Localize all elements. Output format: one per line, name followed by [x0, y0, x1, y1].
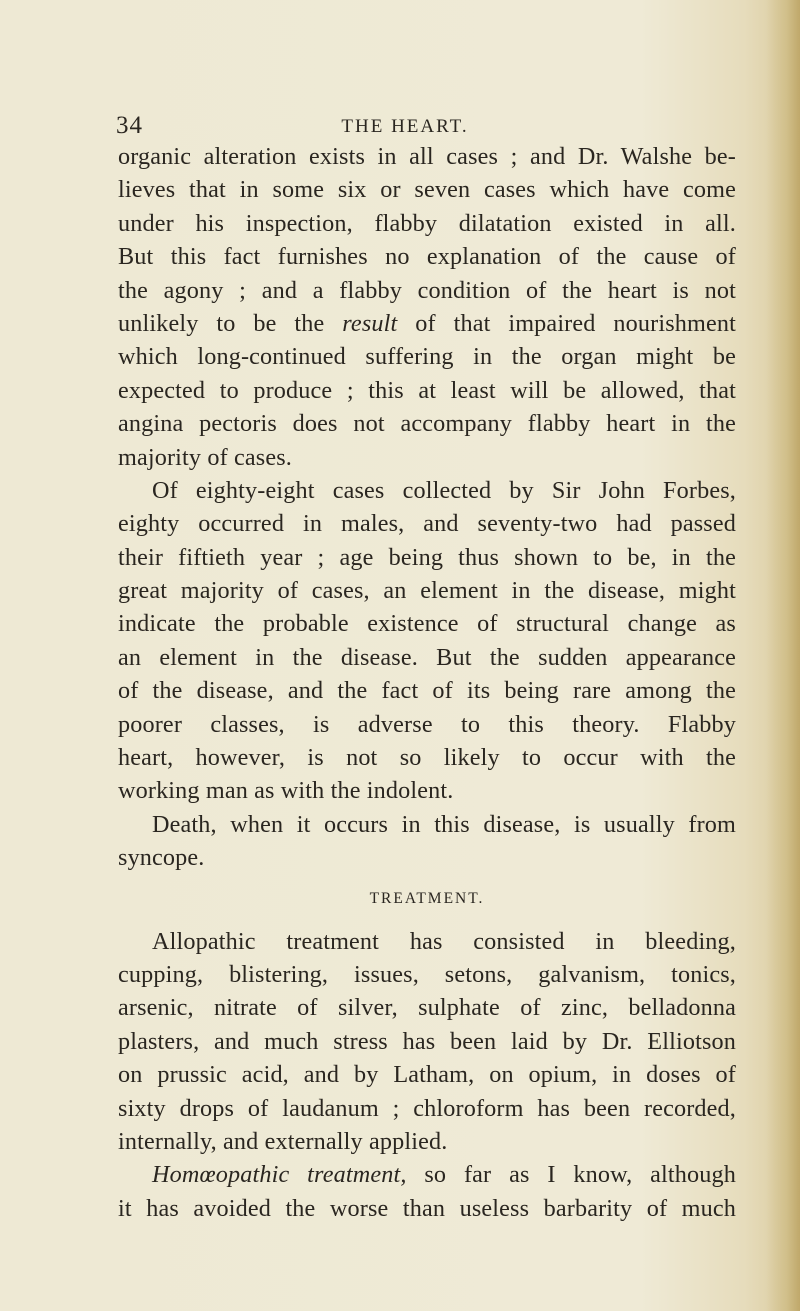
text-segment: unlikely to be the	[118, 309, 343, 337]
emphasis-result: result	[342, 309, 398, 337]
text-line: an element in the disease. But the sudden appearance	[118, 643, 736, 671]
page-header	[0, 112, 800, 142]
paragraph-3	[118, 808, 736, 875]
text-line: organic alteration exists in all cases ; and Dr. Walshe be-	[118, 143, 736, 170]
text-line: on prussic acid, and by Latham, on opium, in doses of	[118, 1061, 736, 1089]
text-line: Death, when it occurs in this disease, is usually from	[152, 810, 736, 838]
text-line: the agony ; and a flabby condition of the heart is not	[118, 276, 736, 304]
text-line: working man as with the indolent.	[118, 777, 454, 805]
text-line	[118, 307, 736, 340]
text-line: Of eighty-eight cases collected by Sir John Forbes,	[152, 476, 736, 504]
text-line: their fiftieth year ; age being thus shown to be, in the	[118, 543, 736, 571]
text-line	[118, 1158, 736, 1191]
emphasis-homoeopathic: Homœopathic treatment,	[152, 1161, 407, 1189]
text-segment: so far as I know, although	[406, 1161, 736, 1189]
text-line: plasters, and much stress has been laid by Dr. Elliotson	[118, 1027, 736, 1055]
text-line: it has avoided the worse than useless barbarity of much	[118, 1194, 736, 1222]
paragraph-treatment	[118, 925, 736, 1159]
text-line: under his inspection, flabby dilatation existed in all.	[118, 209, 736, 237]
paragraph-2	[118, 474, 736, 808]
text-line: eighty occurred in males, and seventy-two had passed	[118, 510, 736, 538]
text-line: of the disease, and the fact of its being rare among the	[118, 677, 736, 705]
text-line: indicate the probable existence of structural change as	[118, 610, 736, 638]
text-line: angina pectoris does not accompany flabby heart in the	[118, 410, 736, 438]
page-edge-shading	[766, 0, 800, 1311]
text-line: lieves that in some six or seven cases which have come	[118, 176, 736, 204]
text-line: which long-continued suffering in the organ might be	[118, 343, 736, 371]
running-title: THE HEART.	[341, 116, 469, 137]
section-heading: TREATMENT.	[369, 889, 485, 907]
text-line: heart, however, is not so likely to occur with the	[118, 744, 736, 772]
text-line: arsenic, nitrate of silver, sulphate of zinc, belladonna	[118, 994, 736, 1022]
text-line: sixty drops of laudanum ; chloroform has been recorded,	[118, 1094, 736, 1122]
text-line: poorer classes, is adverse to this theory. Flabby	[118, 710, 736, 738]
paragraph-homoeopathic	[118, 1158, 736, 1225]
text-line: expected to produce ; this at least will be allowed, that	[118, 376, 736, 404]
text-line: great majority of cases, an element in the disease, might	[118, 577, 736, 605]
text-line: majority of cases.	[118, 443, 292, 471]
text-line: internally, and externally applied.	[118, 1127, 448, 1155]
text-segment: of that impaired nourishment	[397, 309, 736, 337]
page-number: 34	[116, 112, 143, 139]
text-line: cupping, blistering, issues, setons, galvanism, tonics,	[118, 960, 736, 988]
text-line: syncope.	[118, 844, 205, 872]
text-line: But this fact furnishes no explanation of the cause of	[118, 243, 736, 271]
paragraph-1	[118, 140, 736, 474]
body-text	[118, 140, 736, 1225]
text-line: Allopathic treatment has consisted in bleeding,	[152, 927, 736, 955]
